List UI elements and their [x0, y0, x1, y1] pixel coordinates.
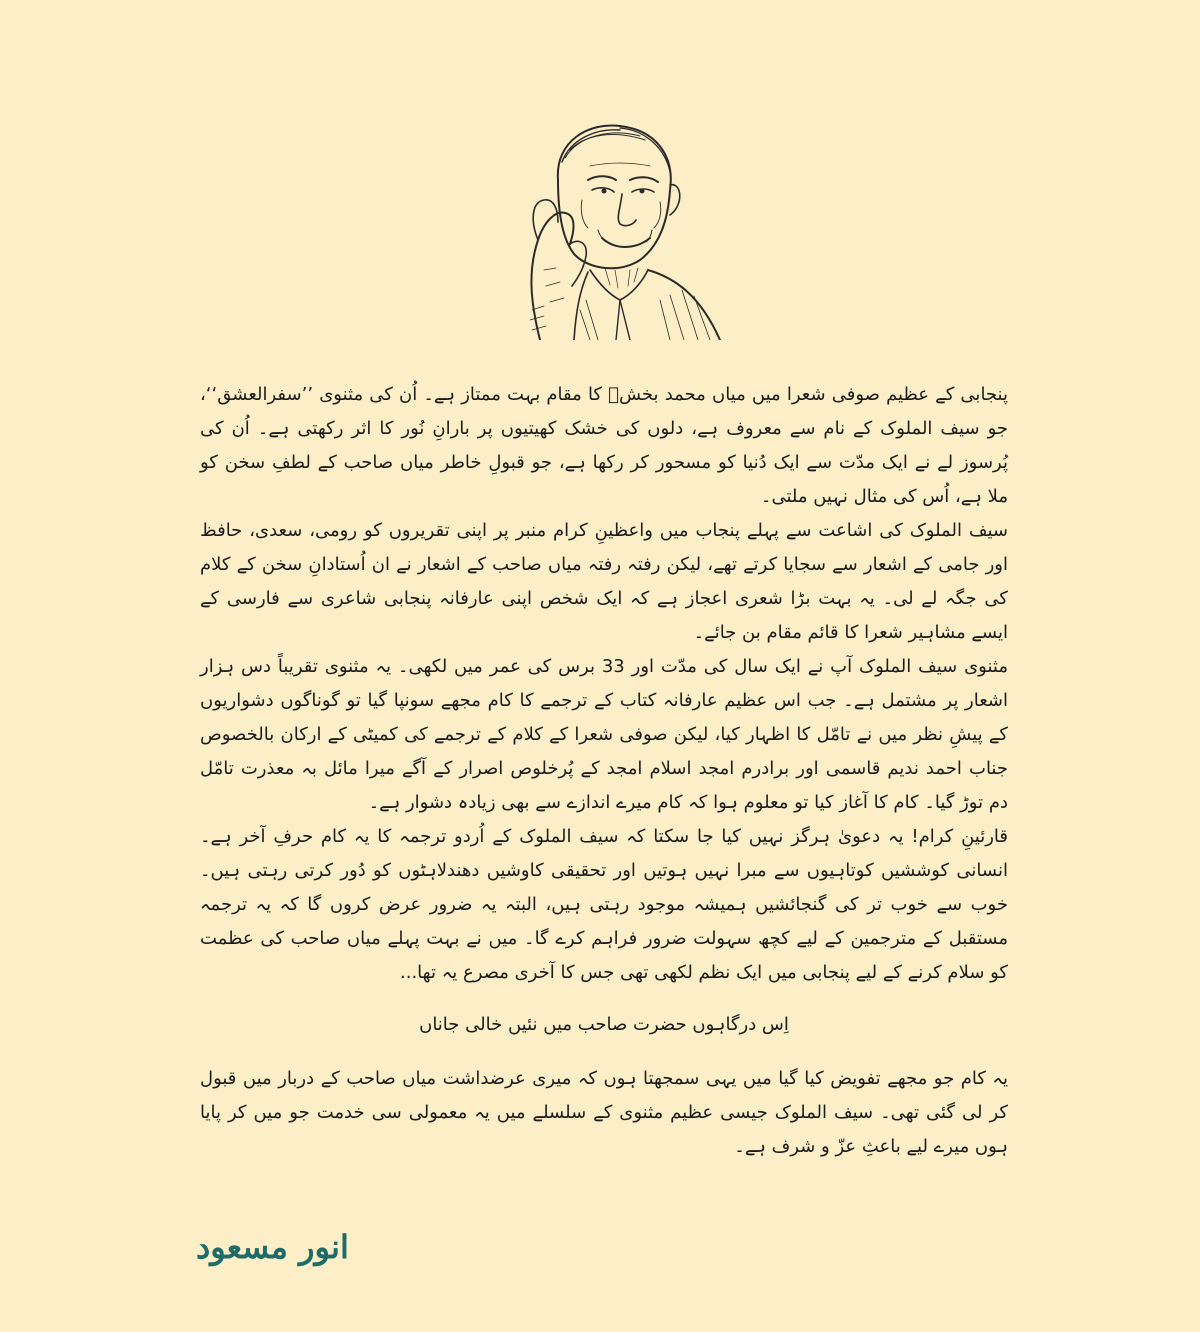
paragraph-closing: یہ کام جو مجھے تفویض کیا گیا میں یہی سمجھتا ہوں کہ میری عرضداشت میاں صاحب کے دربار میں قبول کر لی گئی تھی۔ سیف الملوک جیسی عظیم مثنوی کے سلسلے میں یہ معمولی سی خدمت جو میں کر پایا ہوں میرے لیے باعثِ عزّ و شرف ہے۔	[200, 1068, 1008, 1157]
portrait-sketch	[470, 110, 730, 340]
verse-line: اِس درگاہوں حضرت صاحب میں نئیں خالی جاناں	[419, 1014, 789, 1035]
paragraph-translation: مثنوی سیف الملوک آپ نے ایک سال کی مدّت اور 33 برس کی عمر میں لکھی۔ یہ مثنوی تقریباً دس ہزار اشعار پر مشتمل ہے۔ جب اس عظیم عارفانہ کتاب کے ترجمے کا کام مجھے سونپا گیا تو گوناگوں دشواریوں کے پیشِ نظر میں نے تامّل کا اظہار کیا، لیکن صوفی شعرا کے کلام کے ترجمے کی کمیٹی کے ارکان بالخصوص جناب احمد ندیم قاسمی اور برادرم امجد اسلام امجد کے پُرخلوص اصرار کے آگے میرا مائل بہ معذرت تامّل دم توڑ گیا۔ کام کا آغاز کیا تو معلوم ہوا کہ کام میرے اندازے سے بھی زیادہ دشوار ہے۔	[200, 656, 1008, 813]
article-body	[200, 378, 1008, 1164]
author-signature: انور مسعود	[196, 1228, 349, 1266]
portrait-sketch-icon	[470, 110, 730, 340]
paragraph-history: سیف الملوک کی اشاعت سے پہلے پنجاب میں واعظینِ کرام منبر پر اپنی تقریروں کو رومی، سعدی، حافظ اور جامی کے اشعار سے سجایا کرتے تھے، لیکن رفتہ رفتہ میاں صاحب کے اشعار نے ان اُستادانِ سخن کے کلام کی جگہ لے لی۔ یہ بہت بڑا شعری اعجاز ہے کہ ایک شخص اپنی عارفانہ پنجابی شاعری سے فارسی کے ایسے مشاہیر شعرا کا قائم مقام بن جائے۔	[200, 520, 1008, 643]
paragraph-readers: قارئینِ کرام! یہ دعویٰ ہرگز نہیں کیا جا سکتا کہ سیف الملوک کے اُردو ترجمہ کا یہ کام حرفِ آخر ہے۔ انسانی کوششیں کوتاہیوں سے مبرا نہیں ہوتیں اور تحقیقی کاوشیں دھندلاہٹوں کو دُور کرتی رہتی ہیں۔ خوب سے خوب تر کی گنجائشیں ہمیشہ موجود رہتی ہیں، البتہ یہ ضرور عرض کروں گا کہ یہ ترجمہ مستقبل کے مترجمین کے لیے کچھ سہولت ضرور فراہم کرے گا۔ میں نے بہت پہلے میاں صاحب کی عظمت کو سلام کرنے کے لیے پنجابی میں ایک نظم لکھی تھی جس کا آخری مصرع یہ تھا...	[200, 826, 1008, 983]
paragraph-intro: پنجابی کے عظیم صوفی شعرا میں میاں محمد بخشؒ کا مقام بہت ممتاز ہے۔ اُن کی مثنوی ’’سفرالعشق‘‘، جو سیف الملوک کے نام سے معروف ہے، دلوں کی خشک کھیتیوں پر بارانِ نُور کا اثر رکھتی ہے۔ اُن کی پُرسوز لے نے ایک مدّت سے ایک دُنیا کو مسحور کر رکھا ہے، جو قبولِ خاطر میاں صاحب کے لطفِ سخن کو ملا ہے، اُس کی مثال نہیں ملتی۔	[200, 384, 1008, 507]
